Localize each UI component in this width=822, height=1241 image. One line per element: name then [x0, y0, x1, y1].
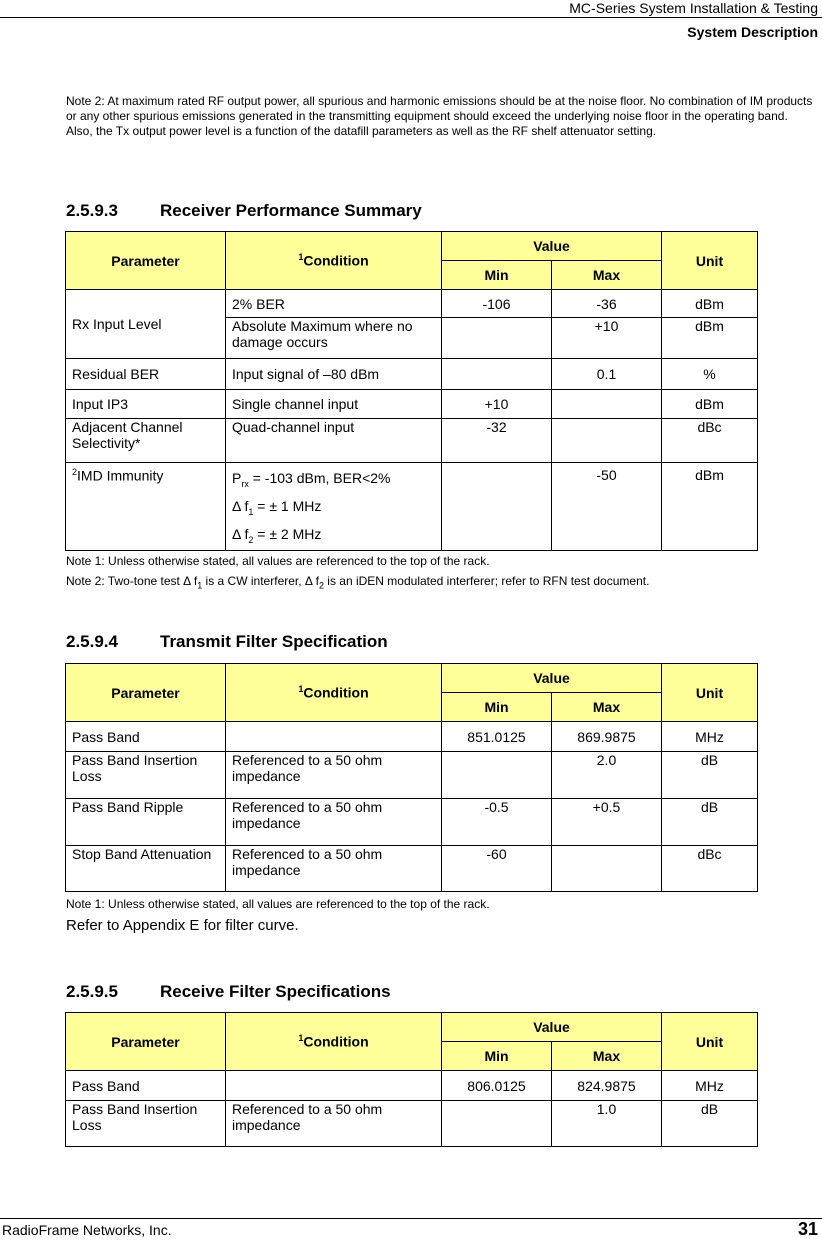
- max-cell: 0.1: [552, 359, 662, 390]
- section-heading-receive-filter: [66, 982, 391, 1002]
- condition-cell: Single channel input: [226, 390, 442, 419]
- header-rule: [0, 17, 822, 18]
- table-row: [66, 419, 758, 463]
- header-parameter: Parameter: [66, 1013, 226, 1071]
- parameter-cell: Stop Band Attenuation: [66, 846, 226, 892]
- unit-cell: dBm: [662, 290, 758, 318]
- table-row: [66, 463, 758, 551]
- header-condition: $^1$Condition: [226, 1013, 442, 1071]
- table-row: [66, 752, 758, 799]
- min-cell: 851.0125: [442, 722, 552, 752]
- header-min: Min: [442, 693, 552, 722]
- max-cell: [552, 419, 662, 463]
- table-row: [66, 846, 758, 892]
- min-cell: [442, 359, 552, 390]
- max-cell: -36: [552, 290, 662, 318]
- header-max: Max: [552, 693, 662, 722]
- table-note-1: Note 1: Unless otherwise stated, all values are referenced to the top of the rack.: [66, 554, 490, 568]
- section-header: System Description: [687, 24, 818, 40]
- min-cell: 806.0125: [442, 1071, 552, 1101]
- header-max: Max: [552, 1042, 662, 1071]
- table-note-2: Note 2: Two-tone test Δ $f_1$ is a CW interferer, Δ $f_2$ is an iDEN modulated interferer; refer to RFN test document.: [66, 574, 650, 591]
- unit-cell: dBm: [662, 390, 758, 419]
- parameter-cell: Rx Input Level: [66, 290, 226, 359]
- unit-cell: dB: [662, 752, 758, 799]
- unit-cell: dBc: [662, 419, 758, 463]
- table-row: [66, 1101, 758, 1147]
- section-title: Receiver Performance Summary: [160, 201, 422, 220]
- min-cell: [442, 752, 552, 799]
- min-cell: [442, 1101, 552, 1147]
- condition-cell: Absolute Maximum where no damage occurs: [226, 318, 442, 359]
- footer-company: RadioFrame Networks, Inc.: [2, 1222, 172, 1238]
- min-cell: +10: [442, 390, 552, 419]
- unit-cell: MHz: [662, 1071, 758, 1101]
- header-min: Min: [442, 1042, 552, 1071]
- condition-cell: Input signal of –80 dBm: [226, 359, 442, 390]
- max-cell: 1.0: [552, 1101, 662, 1147]
- section-heading-transmit-filter: [66, 632, 388, 652]
- table-row: [66, 799, 758, 846]
- section-number: 2.5.9.5: [66, 982, 118, 1001]
- max-cell: 2.0: [552, 752, 662, 799]
- condition-cell: [226, 722, 442, 752]
- receiver-performance-table: [65, 231, 758, 551]
- min-cell: [442, 318, 552, 359]
- header-parameter: Parameter: [66, 664, 226, 722]
- header-max: Max: [552, 261, 662, 290]
- max-cell: +0.5: [552, 799, 662, 846]
- min-cell: -0.5: [442, 799, 552, 846]
- parameter-cell: Pass Band Ripple: [66, 799, 226, 846]
- parameter-cell: Pass Band Insertion Loss: [66, 752, 226, 799]
- header-unit: Unit: [662, 232, 758, 290]
- header-value: Value: [442, 232, 662, 261]
- header-value: Value: [442, 664, 662, 693]
- condition-cell: Referenced to a 50 ohm impedance: [226, 799, 442, 846]
- parameter-cell: Input IP3: [66, 390, 226, 419]
- condition-cell: Referenced to a 50 ohm impedance: [226, 752, 442, 799]
- header-parameter: Parameter: [66, 232, 226, 290]
- condition-cell: 2% BER: [226, 290, 442, 318]
- table-row: [66, 359, 758, 390]
- table-row: [66, 390, 758, 419]
- spurious-emissions-note: Note 2: At maximum rated RF output power, all spurious and harmonic emissions should be at the noise floor. No combination of IM products or any other spurious emissions generated in the transmitting equipment should exceed the underlying noise floor in the operating band. Also, the Tx output power level is a function of the datafill parameters as well as the RF shelf attenuator setting.: [66, 94, 813, 138]
- document-header-title: MC-Series System Installation & Testing: [569, 0, 818, 16]
- min-cell: -106: [442, 290, 552, 318]
- page-number: 31: [797, 1219, 818, 1239]
- parameter-cell: Residual BER: [66, 359, 226, 390]
- unit-cell: dBm: [662, 463, 758, 551]
- table-note-1: Note 1: Unless otherwise stated, all values are referenced to the top of the rack.: [66, 897, 490, 911]
- unit-cell: dB: [662, 799, 758, 846]
- max-cell: 824.9875: [552, 1071, 662, 1101]
- section-number: 2.5.9.4: [66, 632, 118, 651]
- condition-cell: Quad-channel input: [226, 419, 442, 463]
- unit-cell: %: [662, 359, 758, 390]
- header-unit: Unit: [662, 1013, 758, 1071]
- max-cell: -50: [552, 463, 662, 551]
- min-cell: [442, 463, 552, 551]
- section-number: 2.5.9.3: [66, 201, 118, 220]
- parameter-cell: Pass Band: [66, 1071, 226, 1101]
- appendix-reference: Refer to Appendix E for filter curve.: [66, 917, 299, 934]
- header-unit: Unit: [662, 664, 758, 722]
- condition-cell: Referenced to a 50 ohm impedance: [226, 846, 442, 892]
- parameter-cell: Adjacent Channel Selectivity*: [66, 419, 226, 463]
- condition-cell: Referenced to a 50 ohm impedance: [226, 1101, 442, 1147]
- parameter-cell: Pass Band: [66, 722, 226, 752]
- receive-filter-table: [65, 1012, 758, 1147]
- table-row: [66, 722, 758, 752]
- max-cell: [552, 390, 662, 419]
- unit-cell: MHz: [662, 722, 758, 752]
- max-cell: +10: [552, 318, 662, 359]
- transmit-filter-table: [65, 663, 758, 892]
- max-cell: [552, 846, 662, 892]
- section-heading-receiver-performance: [66, 201, 422, 221]
- header-min: Min: [442, 261, 552, 290]
- unit-cell: dBc: [662, 846, 758, 892]
- min-cell: -60: [442, 846, 552, 892]
- min-cell: -32: [442, 419, 552, 463]
- section-title: Receive Filter Specifications: [160, 982, 391, 1001]
- header-condition: $^1$Condition: [226, 232, 442, 290]
- max-cell: 869.9875: [552, 722, 662, 752]
- unit-cell: dBm: [662, 318, 758, 359]
- section-title: Transmit Filter Specification: [160, 632, 388, 651]
- footer-rule: [0, 1218, 822, 1219]
- condition-cell: [226, 1071, 442, 1101]
- unit-cell: dB: [662, 1101, 758, 1147]
- header-value: Value: [442, 1013, 662, 1042]
- table-row: [66, 290, 758, 318]
- header-condition: $^1$Condition: [226, 664, 442, 722]
- table-row: [66, 1071, 758, 1101]
- parameter-cell: Pass Band Insertion Loss: [66, 1101, 226, 1147]
- parameter-cell: $^2$IMD Immunity: [66, 463, 226, 551]
- condition-cell: $P_{rx} = -103$ dBm, BER<2% Δ $f_1$ = ± 1 MHz Δ $f_2$ = ± 2 MHz: [226, 463, 442, 551]
